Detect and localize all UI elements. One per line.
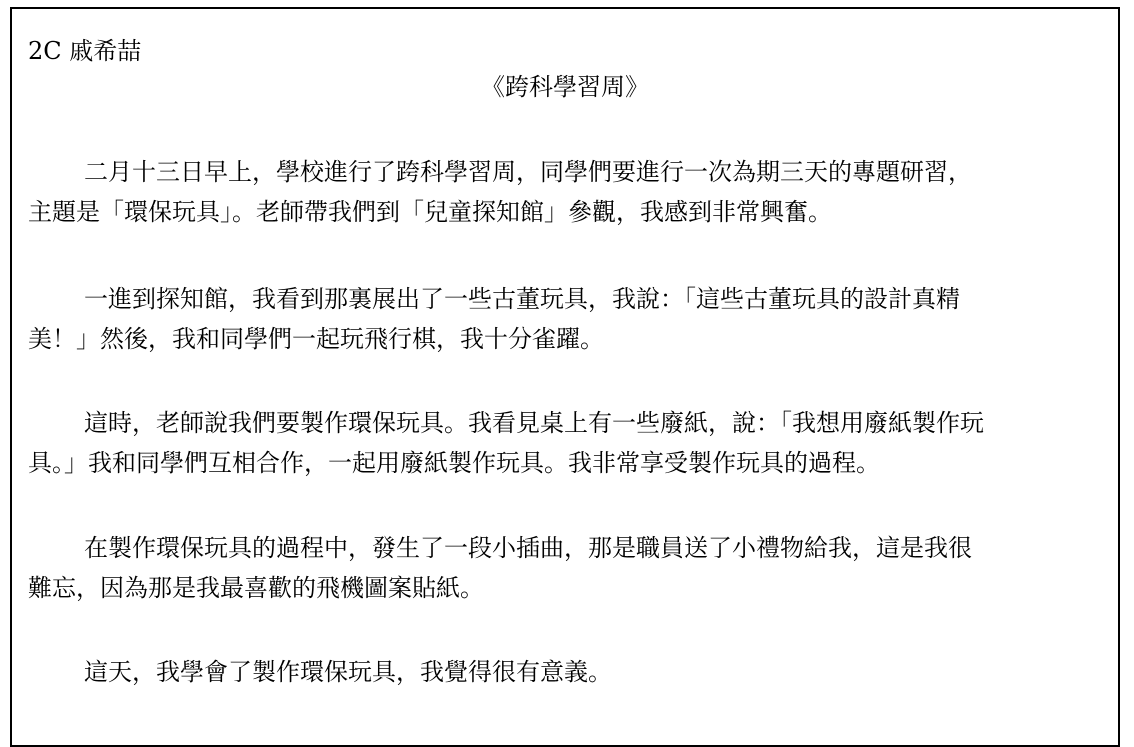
paragraph-1-line-2: 主題是「環保玩具」。老師帶我們到「兒童探知館」參觀，我感到非常興奮。 <box>28 198 832 226</box>
author-line: 2C 戚希喆 <box>28 37 142 65</box>
paragraph-4-line-2: 難忘，因為那是我最喜歡的飛機圖案貼紙。 <box>28 574 484 602</box>
paragraph-4-line-1: 在製作環保玩具的過程中，發生了一段小插曲，那是職員送了小禮物給我，這是我很 <box>84 534 972 562</box>
essay-title: 《跨科學習周》 <box>481 73 649 101</box>
paragraph-5-line-1: 這天，我學會了製作環保玩具，我覺得很有意義。 <box>84 658 612 686</box>
paragraph-2 <box>28 279 1108 359</box>
paragraph-4 <box>28 528 1108 608</box>
document-page <box>10 7 1120 747</box>
paragraph-3 <box>28 403 1108 483</box>
paragraph-2-line-1: 一進到探知館，我看到那裏展出了一些古董玩具，我說：「這些古董玩具的設計真精 <box>84 285 960 313</box>
paragraph-1-line-1: 二月十三日早上，學校進行了跨科學習周，同學們要進行一次為期三天的專題研習， <box>84 158 972 186</box>
paragraph-3-line-2: 具。」我和同學們互相合作，一起用廢紙製作玩具。我非常享受製作玩具的過程。 <box>28 449 880 477</box>
paragraph-1 <box>28 152 1108 232</box>
paragraph-2-line-2: 美！」然後，我和同學們一起玩飛行棋，我十分雀躍。 <box>28 325 604 353</box>
paragraph-5 <box>28 652 1108 692</box>
paragraph-3-line-1: 這時，老師說我們要製作環保玩具。我看見桌上有一些廢紙，說：「我想用廢紙製作玩 <box>84 409 984 437</box>
